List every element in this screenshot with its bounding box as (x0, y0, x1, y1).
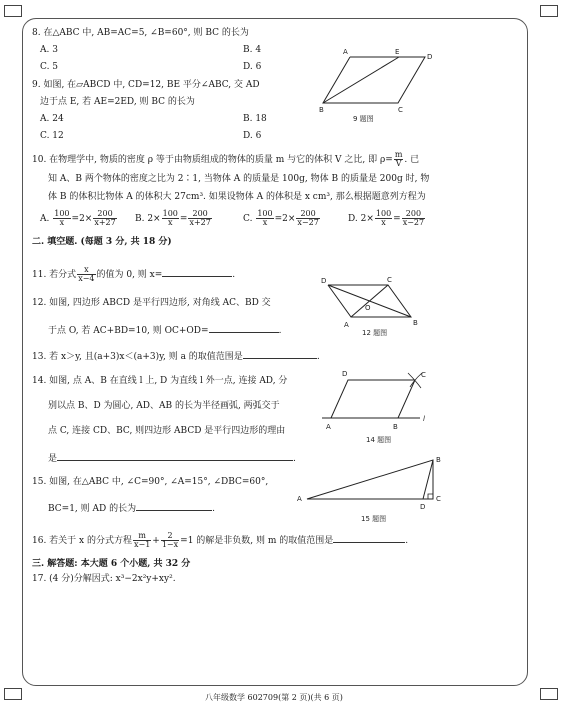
q15-caption: 15 题图 (361, 515, 387, 523)
q13-answer-blank[interactable] (243, 349, 317, 359)
q12-answer-blank[interactable] (209, 323, 279, 333)
q15-triangle (307, 460, 433, 499)
q9-label-b: B (319, 106, 324, 114)
q11-post: 的值为 0, 则 x= (96, 270, 163, 280)
q14-caption: 14 题图 (366, 436, 392, 444)
q8-option-c: C. 5 (40, 62, 59, 72)
q17: 17. (4 分)分解因式: x³−2x²y+xy². (32, 574, 176, 584)
q9-option-b: B. 18 (243, 114, 267, 124)
q9-figure (315, 45, 435, 125)
q16-n1: m (133, 532, 151, 541)
q10-option-a-n1: 100 (54, 209, 70, 218)
q10-option-c (243, 210, 321, 227)
q16-plus: + (152, 536, 160, 546)
q15-right-angle-mark (428, 494, 433, 499)
q16-pre: 16. 若关于 x 的分式方程 (32, 536, 132, 546)
q12-label-d: D (321, 277, 327, 285)
q10-option-c-frac1 (256, 210, 273, 227)
q14-answer-blank[interactable] (57, 451, 293, 461)
section-2-heading: 二. 填空题. (每题 3 分, 共 18 分) (32, 237, 172, 247)
q16-n2: 2 (161, 532, 179, 541)
q10-option-d-mid: = (393, 214, 401, 224)
q12-label-c: C (387, 276, 392, 284)
q9-label-d: D (427, 53, 433, 61)
q16-fraction-2 (161, 532, 179, 549)
q10-option-b-frac2 (188, 210, 211, 227)
q14-line2: 别以点 B、D 为圆心, AD、AB 的长为半径画弧, 两弧交于 (48, 401, 280, 411)
q14-label-b: B (393, 423, 398, 431)
q10-option-a-d2: x+27 (94, 218, 116, 227)
q10-option-d-d1: x (381, 218, 386, 227)
q10-option-b-mid: = (179, 214, 188, 224)
q14-label-c: C (421, 371, 426, 379)
q9-option-a: A. 24 (40, 114, 64, 124)
q10-option-a (40, 210, 118, 227)
q14-label-d: D (342, 370, 348, 378)
q10-line1 (32, 151, 419, 168)
q9-parallelogram (323, 57, 425, 103)
q12-label-o: O (365, 304, 371, 312)
q13 (32, 349, 320, 363)
q14-parallelogram (331, 380, 415, 418)
q10-option-d (348, 210, 426, 227)
q10-option-a-d1: x (59, 218, 65, 227)
q10-option-d-frac2 (402, 210, 425, 227)
q9-option-d: D. 6 (243, 131, 262, 141)
q15-label-d: D (420, 503, 426, 511)
q10-option-b-d2: x+27 (189, 218, 211, 227)
section-3-heading: 三. 解答题: 本大题 6 个小题, 共 32 分 (32, 559, 191, 569)
q8-option-d: D. 6 (243, 62, 262, 72)
q9-segment-be (323, 57, 399, 103)
q11-den: x−4 (78, 274, 95, 283)
q10-option-c-n2: 200 (296, 210, 319, 219)
q14-end: . (293, 454, 296, 464)
q10-line3: 体 B 的体积比物体 A 的体积大 27cm³. 如果设物体 A 的体积是 x cm³, 那么根据题意列方程为 (48, 192, 426, 202)
q10-density-fraction (394, 151, 404, 168)
q16-fraction-1 (133, 532, 151, 549)
corner-mark-top-right (540, 5, 558, 17)
q12-end: . (278, 326, 282, 336)
q10-option-c-n1: 100 (257, 209, 273, 218)
corner-mark-bottom-right (540, 688, 558, 700)
q11-num: x (77, 266, 95, 275)
q11 (32, 266, 235, 283)
q10-line2: 知 A、B 两个物体的密度之比为 2∶1, 当物体 A 的质量是 100g, 物体 B 的质量是 200g 时, 物 (48, 174, 430, 184)
q14-figure (318, 366, 443, 446)
q12-line2 (48, 323, 281, 337)
q10-option-a-n2: 200 (93, 210, 116, 219)
q10-option-c-d1: x (262, 218, 268, 227)
q10-option-c-frac2 (296, 210, 319, 227)
q9-label-c: C (398, 106, 403, 114)
q15-figure (293, 455, 458, 530)
q14-label-l: l (423, 415, 425, 423)
q10-option-a-frac1 (53, 210, 70, 227)
q15-label-a: A (297, 495, 302, 503)
q10-option-d-n1: 100 (375, 209, 392, 218)
q12-figure (318, 272, 428, 342)
q14-label-a: A (326, 423, 331, 431)
q16-d2: 1−x (161, 540, 179, 549)
q10-option-c-mid: =2× (274, 214, 296, 224)
q10-option-a-label: A. (40, 214, 50, 224)
q10-option-d-label: D. 2× (348, 214, 374, 224)
q10-option-b (135, 210, 213, 227)
q9-label-a: A (343, 48, 348, 56)
q15-line2 (48, 501, 215, 515)
q12-line1: 12. 如图, 四边形 ABCD 是平行四边形, 对角线 AC、BD 交 (32, 298, 271, 308)
q10-line1-end: . 已 (404, 155, 420, 165)
q10-option-d-d2: x−27 (402, 218, 425, 227)
q14-line4-text: 是 (48, 454, 58, 464)
q10-option-b-frac1 (162, 210, 179, 227)
q15-line1: 15. 如图, 在△ABC 中, ∠C=90°, ∠A=15°, ∠DBC=60°, (32, 477, 269, 487)
q15-line2-text: BC=1, 则 AD 的长为 (48, 504, 137, 514)
q10-option-d-n2: 200 (402, 210, 425, 219)
q10-density-num: m (394, 150, 403, 159)
q8-option-a: A. 3 (40, 45, 58, 55)
q11-fraction (77, 266, 95, 283)
q9-caption: 9 题图 (353, 115, 374, 123)
q13-text: 13. 若 x＞y, 且(a+3)x＜(a+3)y, 则 a 的取值范围是 (32, 352, 243, 362)
q12-caption: 12 题图 (362, 329, 388, 337)
q16-d1: x−1 (133, 540, 151, 549)
q14-line4 (48, 451, 296, 465)
q10-option-a-mid: =2× (71, 214, 93, 224)
q13-end: . (316, 352, 320, 362)
q11-answer-blank[interactable] (162, 267, 232, 277)
q15-end: . (212, 504, 215, 514)
q10-density-den: V (395, 159, 402, 168)
q11-end: . (232, 270, 236, 280)
corner-mark-top-left (4, 5, 22, 17)
q11-pre: 11. 若分式 (32, 270, 77, 280)
q10-option-b-n2: 200 (188, 210, 211, 219)
q10-option-b-n1: 100 (162, 209, 178, 218)
q10-option-c-d2: x−27 (297, 218, 319, 227)
q10-line1-text: 10. 在物理学中, 物质的密度 ρ 等于由物质组成的物体的质量 m 与它的体积 V 之比, 即 ρ= (32, 155, 393, 165)
q16-answer-blank[interactable] (333, 533, 405, 543)
q12-diagonal-bd (328, 285, 411, 317)
q12-line2-text: 于点 O, 若 AC+BD=10, 则 OC+OD= (48, 326, 209, 336)
q16-post: =1 的解是非负数, 则 m 的取值范围是 (180, 536, 334, 546)
q10-option-d-frac1 (375, 210, 392, 227)
q8-option-b: B. 4 (243, 45, 262, 55)
q9-label-e: E (395, 48, 400, 56)
page-footer: 八年级数学 602709(第 2 页)(共 6 页) (205, 693, 343, 702)
q15-answer-blank[interactable] (136, 501, 212, 511)
q10-option-b-label: B. 2× (135, 214, 161, 224)
q12-label-a: A (344, 321, 349, 329)
q10-option-b-d1: x (167, 218, 173, 227)
q8-stem: 8. 在△ABC 中, AB=AC=5, ∠B=60°, 则 BC 的长为 (32, 28, 249, 38)
corner-mark-bottom-left (4, 688, 22, 700)
q14-line1: 14. 如图, 点 A、B 在直线 l 上, D 为直线 l 外一点, 连接 AD, 分 (32, 376, 288, 386)
q15-label-b: B (436, 456, 441, 464)
q12-label-b: B (413, 319, 418, 327)
q10-option-c-label: C. (243, 214, 253, 224)
q9-stem-line1: 9. 如图, 在▱ABCD 中, CD=12, BE 平分∠ABC, 交 AD (32, 80, 260, 90)
q16 (32, 532, 408, 549)
q15-label-c: C (436, 495, 441, 503)
q9-stem-line2: 边于点 E, 若 AE=2ED, 则 BC 的长为 (40, 97, 195, 107)
q10-option-a-frac2 (93, 210, 116, 227)
q15-segment-bd (423, 460, 433, 499)
q16-end: . (405, 536, 409, 546)
q14-line3: 点 C, 连接 CD、BC, 则四边形 ABCD 是平行四边形的理由 (48, 426, 286, 436)
q9-option-c: C. 12 (40, 131, 64, 141)
